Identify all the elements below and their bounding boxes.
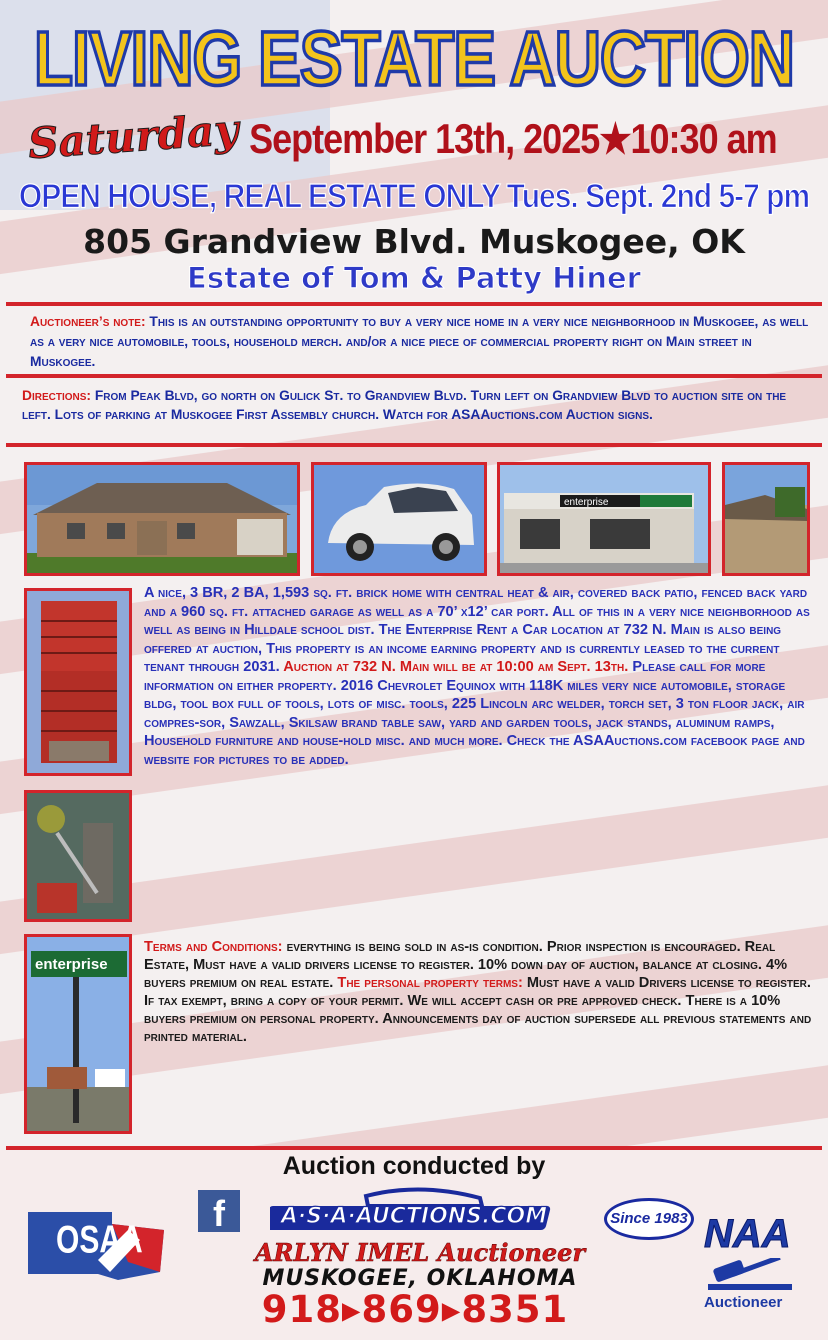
- date-line: [26, 104, 818, 169]
- property-description: [144, 584, 812, 769]
- enterprise-storefront-text: enterprise: [564, 497, 609, 508]
- enterprise-building-photo: [497, 462, 711, 576]
- car-photo: [311, 462, 487, 576]
- personal-terms-label: The personal property terms:: [337, 975, 523, 991]
- phone-number[interactable]: 918▸869▸8351: [261, 1288, 569, 1331]
- asa-auctions-text: A·S·A·AUCTIONS.COM: [280, 1204, 548, 1229]
- description-part1: A nice, 3 BR, 2 BA, 1,593 sq. ft. brick home with central heat & air, covered back patio, fenced back yard and a 960 sq. ft. attached garage as well as a 70’ x12’ car port. All of this in a very nice neighborhood as well as being in Hilldale school dist. The Enterprise Rent a Car location at 732 N. Main is also being offered at auction, This property is an income earning property and is currently leased to the current tenant through 2031.: [144, 585, 810, 675]
- estate-name: Estate of Tom & Patty Hiner: [187, 261, 641, 295]
- terms-and-conditions: [144, 938, 812, 1046]
- enterprise-sign-photo: [24, 934, 132, 1134]
- directions-label: Directions:: [22, 388, 92, 403]
- directions: [22, 386, 812, 424]
- terms-text2: Must have a valid Drivers license to register. If tax exempt, bring a copy of your permit. We will accept cash or pre approved check. There is a 10% buyers premium on personal property. Announcements day of auction supersede all previous statements and printed material.: [144, 975, 812, 1045]
- auction-address: 805 Grandview Blvd. Muskogee, OK: [83, 222, 745, 261]
- divider: [6, 443, 822, 447]
- note-text: This is an outstanding opportunity to buy a very nice home in a very nice neighborhood in Muskogee, as well as a very nice automobile, tools, household merch. and/or a nice piece of commercial property right on Main street in Muskogee.: [30, 314, 809, 369]
- divider: [6, 374, 822, 378]
- auctioneer-name: ARLYN IMEL Auctioneer: [254, 1238, 586, 1267]
- auctioneers-note: [30, 312, 810, 372]
- terms-text1: everything is being sold in as-is condition. Prior inspection is encouraged. Real Estate, Must have a valid drivers license to register. 10% down day of auction, balance at closing. 4% buyers premium on real estate.: [144, 939, 788, 991]
- directions-text: From Peak Blvd, go north on Gulick St. to Grandview Blvd. Turn left on Grandview Blvd to auction site on the left. Lots of parking at Muskogee First Assembly church. Watch for ASAAuctions.com Auction signs.: [22, 388, 787, 422]
- carport-photo: [722, 462, 810, 576]
- description-part2: Please call for more information on either property. 2016 Chevrolet Equinox with 118K miles very nice automobile, storage bldg, tool box full of tools, lots of misc. tools, 225 Lincoln arc welder, torch set, 3 ton floor jack, air compres-sor, Sawzall, Skilsaw brand table saw, yard and garden tools, jack stands, aluminum ramps, Household furniture and house-hold misc. and much more. Check the ASAAuctions.com facebook page and website for pictures to be added.: [144, 659, 805, 768]
- date-time: September 13th, 2025★10:30 am: [249, 114, 777, 162]
- description-highlight: Auction at 732 N. Main will be at 10:00 am Sept. 13th.: [283, 659, 629, 675]
- open-house: OPEN HOUSE, REAL ESTATE ONLY Tues. Sept. 2nd 5-7 pm: [18, 177, 810, 216]
- terms-label: Terms and Conditions:: [144, 939, 283, 955]
- enterprise-sign-text: enterprise: [35, 956, 108, 973]
- divider: [6, 302, 822, 306]
- tools-photo: [24, 790, 132, 922]
- note-label: Auctioneer’s note:: [30, 314, 146, 329]
- osaa-logo-text: OSAA: [56, 1218, 143, 1262]
- toolbox-photo: [24, 588, 132, 776]
- naa-subtitle: Auctioneer: [704, 1294, 783, 1311]
- gavel-icon: [708, 1258, 792, 1292]
- flyer-title: LIVING ESTATE AUCTION: [33, 15, 795, 102]
- auctioneer-location: MUSKOGEE, OKLAHOMA: [262, 1266, 578, 1291]
- day-label: Saturday: [26, 104, 241, 169]
- conducted-by: Auction conducted by: [282, 1152, 546, 1180]
- house-photo: [24, 462, 300, 576]
- facebook-icon[interactable]: f: [198, 1190, 240, 1232]
- since-badge: Since 1983: [604, 1198, 694, 1240]
- naa-logo-text: NAA: [704, 1212, 791, 1256]
